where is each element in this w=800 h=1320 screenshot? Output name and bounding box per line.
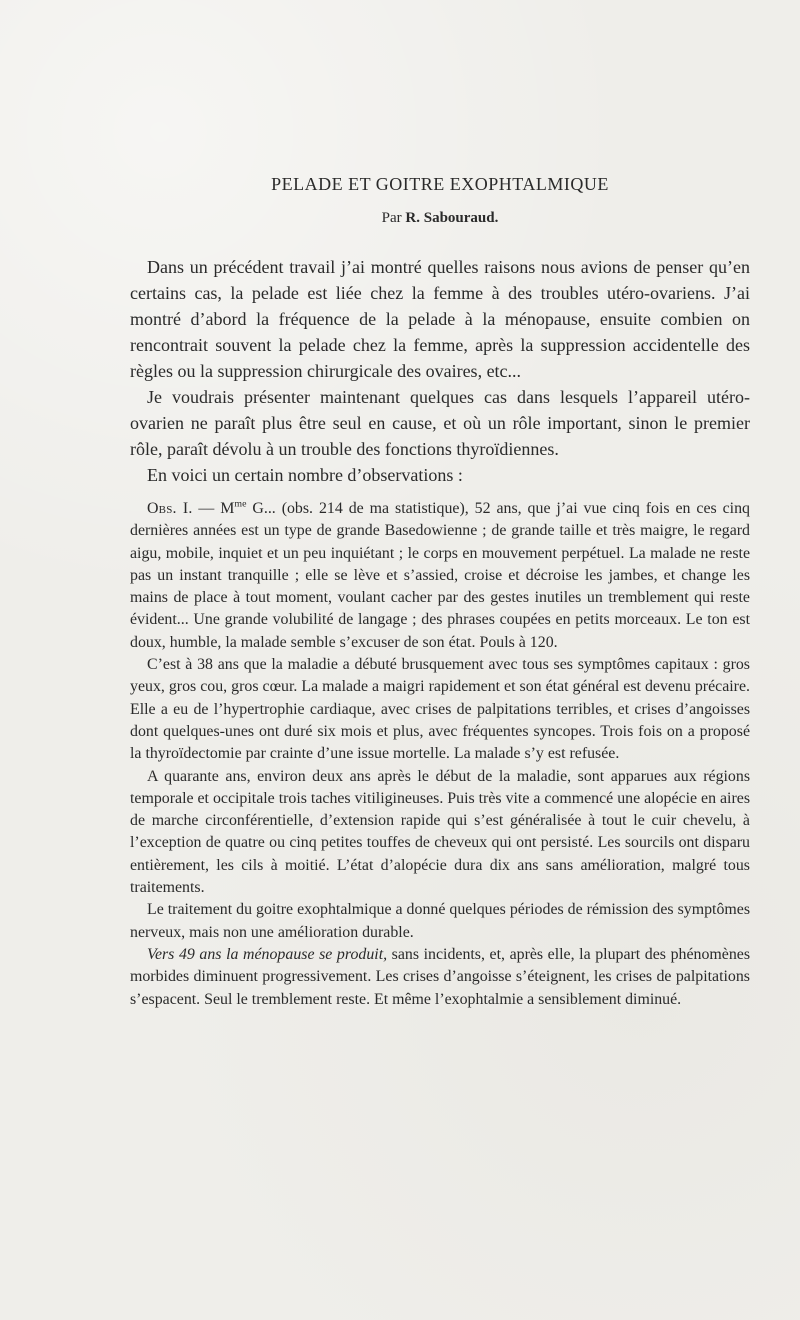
madame-superscript: me [234,498,247,510]
observation-paragraph [130,498,750,654]
observation-paragraph [130,944,750,1011]
madame-prefix: M [220,500,235,517]
observation-section [130,498,750,1011]
observation-paragraph: C’est à 38 ans que la maladie a débuté brusquement avec tous ses symptômes capitaux : gros yeux, gros cou, gros cœur. La malade a maigri rapidement et son état général est devenu précaire. Elle a eu de l’hypertrophie cardiaque, avec crises de palpitations terribles, et crises d’angoisses dont quelques-unes ont duré six mois et plus, avec fréquentes syncopes. Trois fois on a proposé la thyroïdectomie par crainte d’une issue mortelle. La malade s’y est refusée. [130,656,750,763]
observation-text: sans incidents, et, après elle, la plupart des phénomènes morbides diminuent progressivement. Les crises d’angoisse s’éteignent, les crises de palpitations s’espacent. Seul le tremblement reste. Et même l’exophtalmie a sensiblement diminué. [130,945,750,1008]
intro-paragraph: Dans un précédent travail j’ai montré quelles raisons nous avions de penser qu’en certains cas, la pelade est liée chez la femme à des troubles utéro-ovariens. J’ai montré d’abord la fréquence de la pelade à la ménopause, ensuite combien on rencontrait souvent la pelade chez la femme, après la suppression accidentelle des règles ou la suppression chirurgicale des ovaires, etc... [130,257,750,381]
author-byline [130,208,750,228]
byline-prefix: Par [381,210,402,226]
observation-paragraph: Le traitement du goitre exophtalmique a donné quelques périodes de rémission des symptômes nerveux, mais non une amélioration durable. [130,901,750,941]
intro-paragraph: En voici un certain nombre d’observations : [147,465,463,485]
intro-paragraph: Je voudrais présenter maintenant quelques cas dans lesquels l’appareil utéro-ovarien ne paraît plus être seul en cause, et où un rôle important, sinon le premier rôle, paraît dévolu à un trouble des fonctions thyroïdiennes. [130,387,750,459]
introduction [130,254,750,488]
observation-text: G... (obs. 214 de ma statistique), 52 ans, que j’ai vue cinq fois en ces cinq dernières années est un type de grande Basedowienne ; de grande taille et très maigre, le regard aigu, mobile, inquiet et un peu inquiétant ; le corps en mouvement perpétuel. La malade ne reste pas un instant tranquille ; elle se lève et s’assied, croise et décroise les jambes, et change les mains de place à tout moment, voulant cacher par des gestes inutiles un tremblement qui reste évident... Une grande volubilité de langage ; des phrases coupées en petits morceaux. Le ton est doux, humble, la malade semble s’excuser de son état. Pouls à 120. [130,500,750,651]
observation-dash: — [192,500,221,517]
observation-paragraph: A quarante ans, environ deux ans après le début de la maladie, sont apparues aux régions temporale et occipitale trois taches vitiligineuses. Puis très vite a commencé une alopécie en aires de marche circonférentielle, d’extension rapide qui s’est généralisée à tout le cuir chevelu, à l’exception de quatre ou cinq petites touffes de cheveux qui ont persisté. Les sourcils ont disparu entièrement, les cils à moitié. L’état d’alopécie dura dix ans sans amélioration, malgré tous traitements. [130,767,750,897]
emphasized-phrase: Vers 49 ans la ménopause se produit, [147,945,388,963]
article-content [130,172,750,1011]
author-name: R. Sabouraud. [405,210,499,226]
observation-label: Obs. I. [147,500,193,517]
article-title: PELADE ET GOITRE EXOPHTALMIQUE [271,174,609,194]
